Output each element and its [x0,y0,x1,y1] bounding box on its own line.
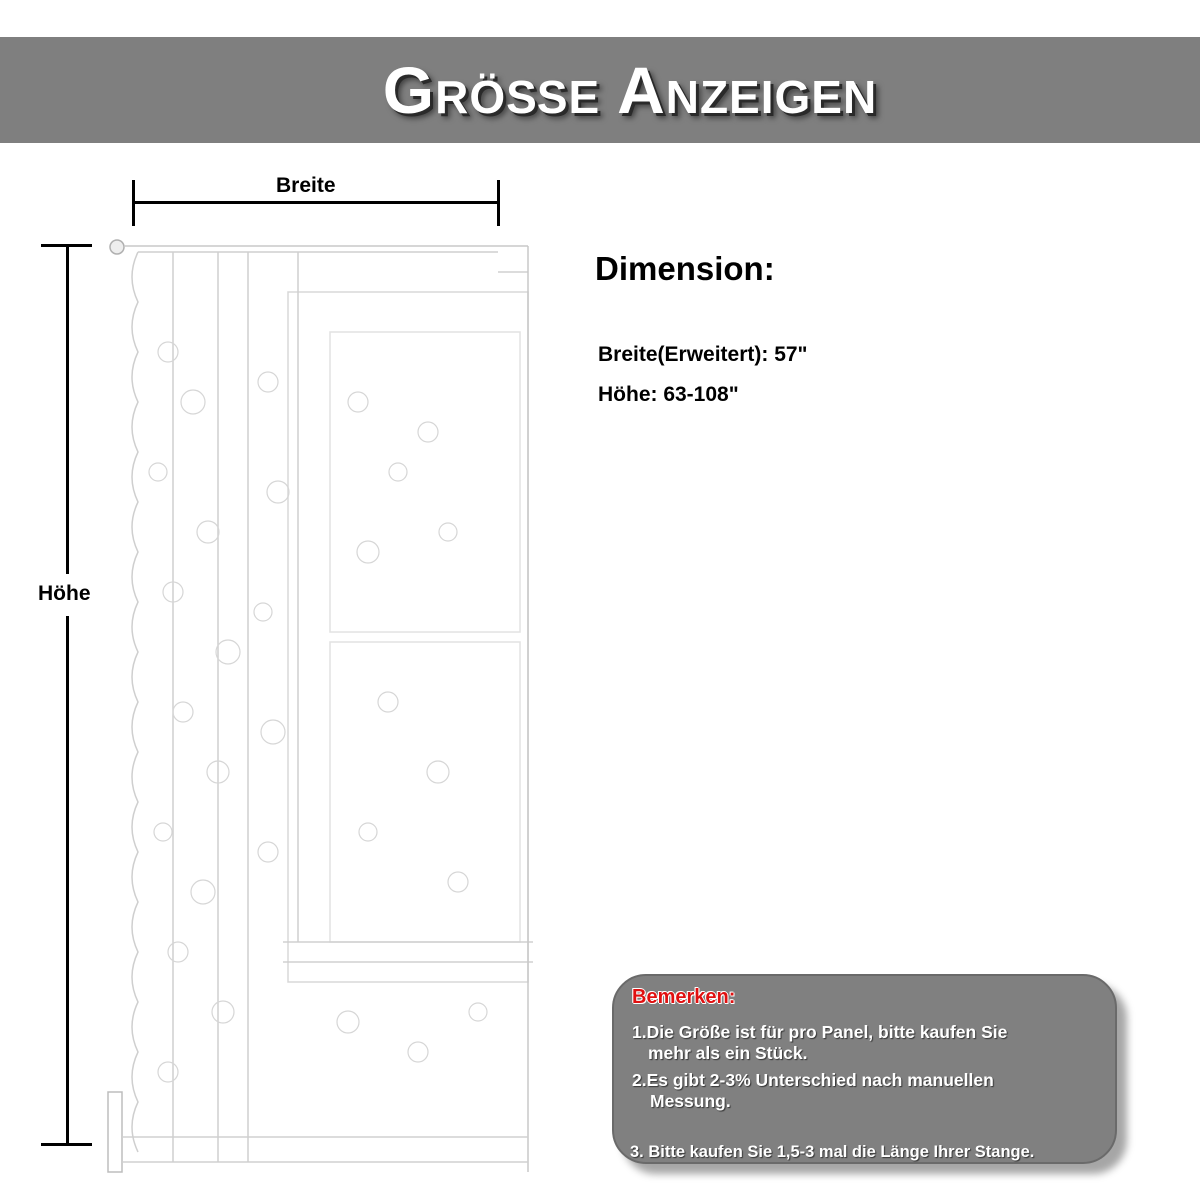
curtain-sketch-image [98,232,538,1182]
dimension-heading: Dimension: [595,250,775,287]
height-label: Höhe [38,582,91,605]
note-item-1 [632,1022,1007,1064]
header-banner [0,37,1200,143]
note-item-2-line1: 2.Es gibt 2-3% Unterschied nach manuellen [632,1070,994,1090]
spec-width: Breite(Erweitert): 57" [598,343,808,366]
note-item-1-line1: 1.Die Größe ist für pro Panel, bitte kaufen Sie [632,1022,1008,1042]
note-item-3 [630,1142,1034,1163]
note-item-3-line1: 3. Bitte kaufen Sie 1,5-3 mal die Länge Ihrer Stange. [630,1143,1035,1161]
notes-title: Bemerken: [632,986,736,1008]
page-title: Größe Anzeigen [382,53,878,127]
note-item-2-line2: Messung. [650,1091,731,1111]
width-label: Breite [276,174,336,197]
note-item-1-line2: mehr als ein Stück. [648,1043,808,1063]
spec-height: Höhe: 63-108" [598,383,739,406]
note-item-2 [632,1070,994,1112]
